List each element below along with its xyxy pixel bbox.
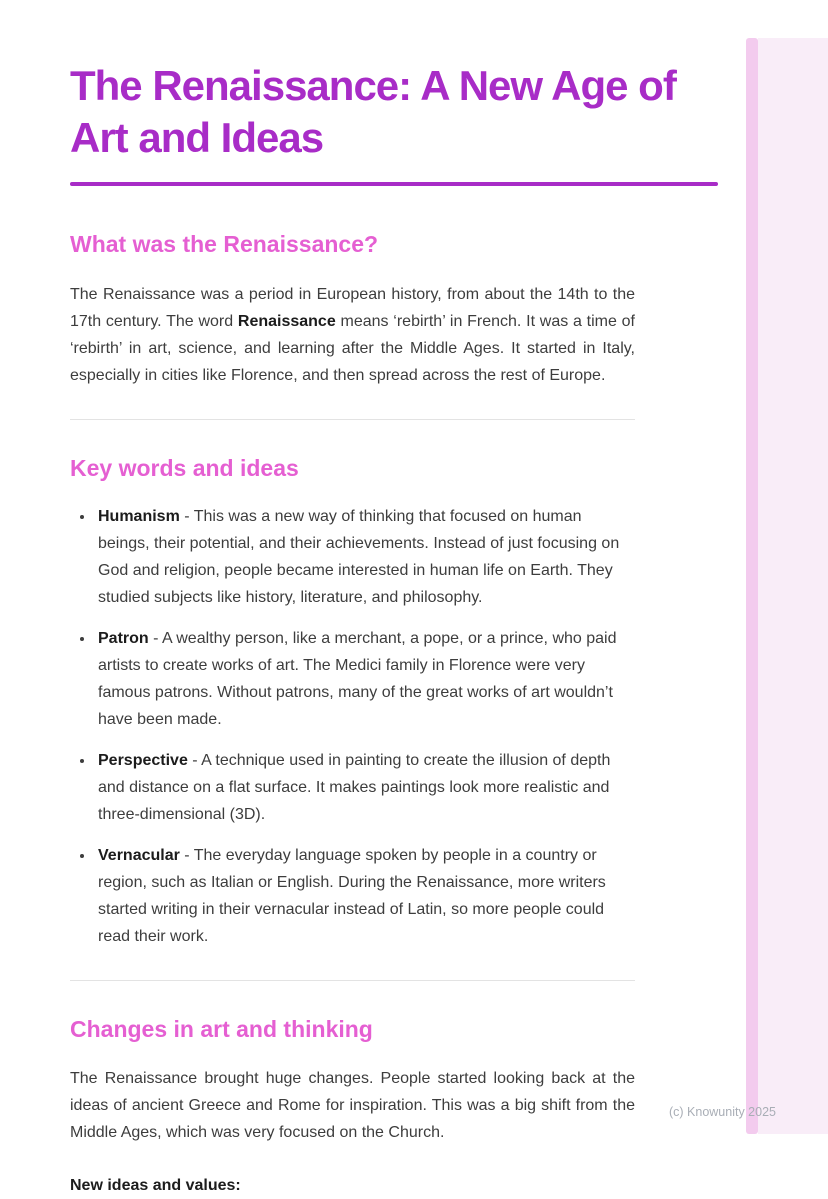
section-divider: [70, 980, 635, 981]
title-rule: [70, 182, 718, 186]
keyword-definition: - A wealthy person, like a merchant, a pope, or a prince, who paid artists to create works of art. The Medici family in Florence were very famous patrons. Without patrons, many of the great works of art wouldn’t have been made.: [98, 629, 617, 728]
section-what-was-renaissance: [70, 230, 635, 389]
section-heading-what: What was the Renaissance?: [70, 231, 379, 258]
keyword-list: [70, 503, 635, 950]
list-item-vernacular: [95, 842, 635, 950]
keyword-term: Humanism: [98, 507, 180, 525]
keyword-definition: - The everyday language spoken by people in a country or region, such as Italian or English. During the Renaissance, more writers started writing in their vernacular instead of Latin, so more people could read their work.: [98, 846, 606, 945]
paragraph-what: [70, 281, 635, 389]
page-margin-band: [758, 38, 828, 1134]
list-item-patron: [95, 625, 635, 733]
copyright-note: (c) Knowunity 2025: [668, 1105, 776, 1119]
page-title: The Renaissance: A New Age of Art and Ideas: [70, 62, 676, 162]
keyword-term: Patron: [98, 629, 149, 647]
keyword-term: Perspective: [98, 751, 188, 769]
keyword-definition: - A technique used in painting to create the illusion of depth and distance on a flat surface. It makes paintings look more realistic and three-dimensional (3D).: [98, 751, 611, 823]
keyword-definition: - This was a new way of thinking that focused on human beings, their potential, and their achievements. Instead of just focusing on God and religion, people became interested in human life on Earth. They studied subjects like history, literature, and philosophy.: [98, 507, 620, 606]
paragraph-what-text-2: means ‘rebirth’ in French. It was a time of ‘rebirth’ in art, science, and learning after the Middle Ages. It started in Italy, especially in cities like Florence, and then spread across the rest of Europe.: [70, 312, 636, 384]
section-heading-keywords: Key words and ideas: [70, 454, 299, 481]
section-key-words: [70, 454, 635, 950]
paragraph-changes: The Renaissance brought huge changes. People started looking back at the ideas of ancient Greece and Rome for inspiration. This was a big shift from the Middle Ages, which was very focused on the Church.: [70, 1070, 635, 1142]
section-divider: [70, 419, 635, 420]
paragraph-what-text-1: The Renaissance was a period in European history, from about the 14th to the 17th century. The word: [70, 285, 635, 330]
section-changes: [70, 1015, 635, 1199]
page-edge-stripe: [746, 38, 758, 1134]
list-item-perspective: [95, 747, 635, 828]
subheading-new-ideas: New ideas and values:: [70, 1177, 241, 1195]
document-content: [70, 60, 676, 1199]
paragraph-what-bold-term: Renaissance: [237, 312, 336, 330]
list-item-humanism: [95, 503, 635, 611]
keyword-term: Vernacular: [98, 846, 180, 864]
section-heading-changes: Changes in art and thinking: [70, 1015, 373, 1042]
